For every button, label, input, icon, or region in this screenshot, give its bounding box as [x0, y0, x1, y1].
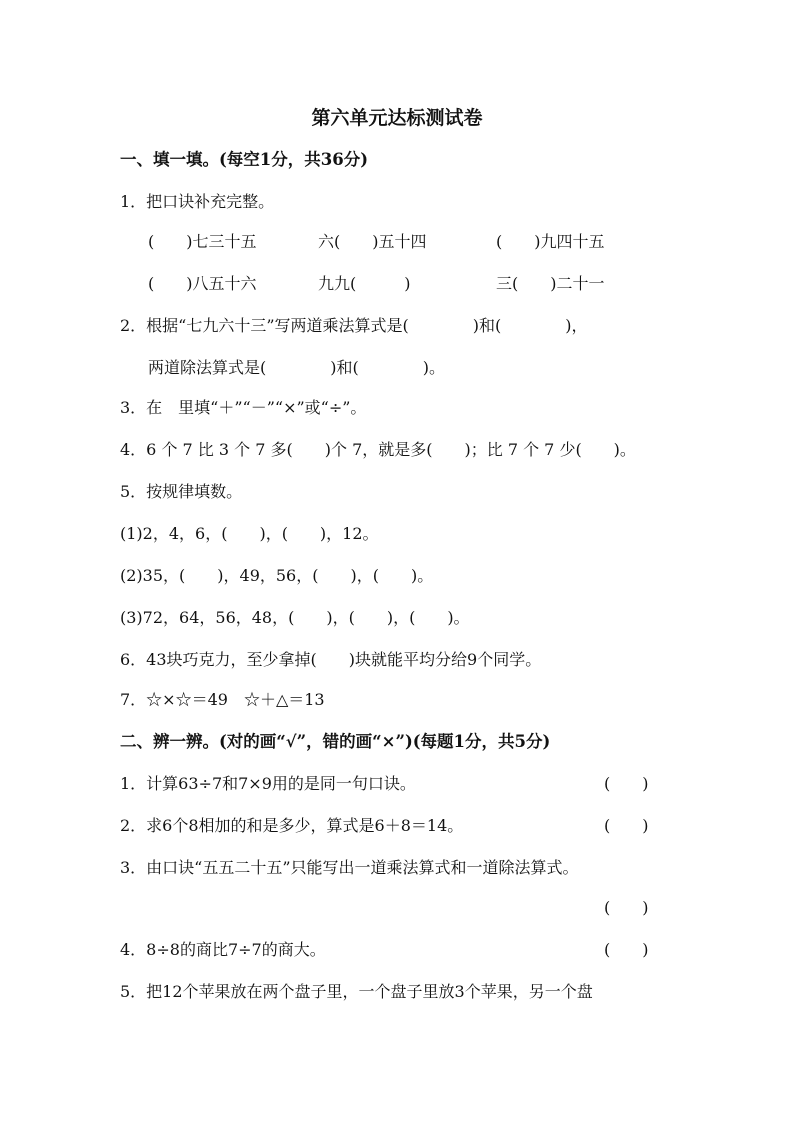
question-1-5-3: (3)72，64，56，48，( )，( )，( )。 — [120, 608, 470, 627]
question-1-5: 5．按规律填数。 — [120, 482, 243, 501]
question-1-4: 4．6 个 7 比 3 个 7 多( )个 7，就是多( )；比 7 个 7 少( )。 — [120, 440, 636, 459]
question-1-7: 7．☆×☆＝49 ☆＋△＝13 — [120, 690, 325, 709]
question-1-5-2: (2)35，( )，49，56，( )，( )。 — [120, 566, 434, 585]
q1-row1-item1: ( )七三十五 — [148, 232, 257, 251]
answer-blank-2-3: ( ) — [604, 898, 649, 917]
q1-row2-item1: ( )八五十六 — [148, 274, 257, 293]
q1-row2-item3: 三( )二十一 — [496, 274, 605, 293]
question-1-2-line1: 2．根据“七九六十三”写两道乘法算式是( )和( )， — [120, 316, 588, 335]
question-1-6: 6．43块巧克力，至少拿掉( )块就能平均分给9个同学。 — [120, 650, 542, 669]
question-2-3: 3．由口诀“五五二十五”只能写出一道乘法算式和一道除法算式。 — [120, 858, 579, 877]
section-1-heading: 一、填一填。(每空1分，共36分) — [120, 150, 369, 169]
question-2-4: 4．8÷8的商比7÷7的商大。 — [120, 940, 326, 959]
question-2-5: 5．把12个苹果放在两个盘子里，一个盘子里放3个苹果，另一个盘 — [120, 982, 593, 1001]
question-1-5-1: (1)2，4，6，( )，( )，12。 — [120, 524, 379, 543]
q1-row1-item3: ( )九四十五 — [496, 232, 605, 251]
question-2-1: 1．计算63÷7和7×9用的是同一句口诀。 — [120, 774, 416, 793]
page-title: 第六单元达标测试卷 — [311, 107, 483, 129]
answer-blank-2-2: ( ) — [604, 816, 649, 835]
q1-row2-item2: 九九( ) — [318, 274, 411, 293]
question-2-2: 2．求6个8相加的和是多少，算式是6＋8＝14。 — [120, 816, 464, 835]
answer-blank-2-4: ( ) — [604, 940, 649, 959]
section-2-heading: 二、辨一辨。(对的画“√”，错的画“×”)(每题1分，共5分) — [120, 732, 551, 751]
question-1-1: 1．把口诀补充完整。 — [120, 192, 275, 211]
q1-row1-item2: 六( )五十四 — [318, 232, 427, 251]
question-1-2-line2: 两道除法算式是( )和( )。 — [148, 358, 445, 377]
question-1-3: 3．在 里填“＋”“－”“×”或“÷”。 — [120, 398, 367, 417]
answer-blank-2-1: ( ) — [604, 774, 649, 793]
